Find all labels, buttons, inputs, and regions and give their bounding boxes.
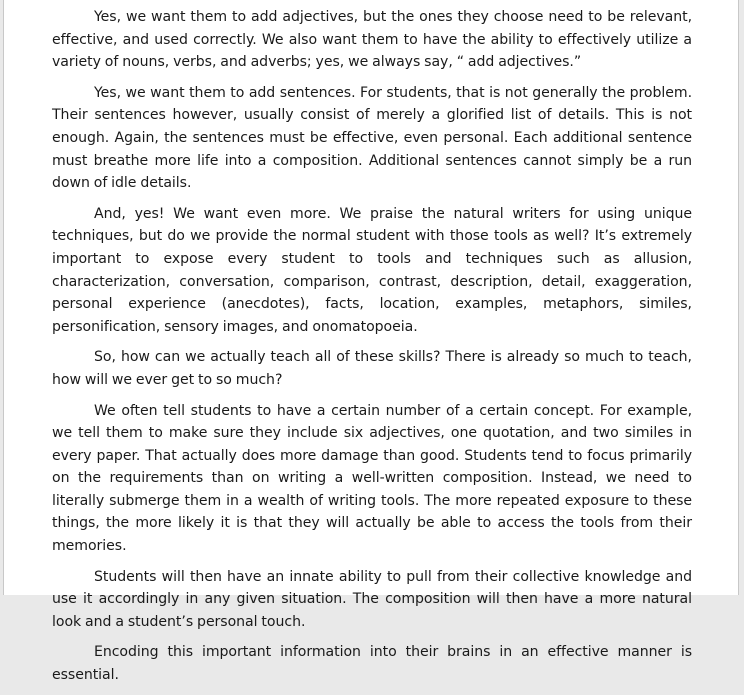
paragraph-innate-ability: Students will then have an innate ability to pull from their collective knowledge and use it accordingly in any given situation. The composition will then have a more natural look and a student’s personal touch. xyxy=(52,568,692,630)
paragraph-sentences: Yes, we want them to add sentences. For students, that is not generally the problem. Their sentences however, usually consist of merely a glorified list of details. This is not enough. Again, the sentences must be effective, even personal. Each additional sentence must breathe more life into a composition. Additional sentences cannot simply be a run down of idle details. xyxy=(52,84,692,192)
document-body xyxy=(52,6,692,695)
paragraph-techniques: And, yes! We want even more. We praise the natural writers for using unique techniques, but do we provide the normal student with those tools as well? It’s extremely important to expose every student to tools and techniques such as allusion, characterization, conversation, comparison, contrast, description, detail, exaggeration, personal experience (anecdotes), facts, location, examples, metaphors, similes, personification, sensory images, and onomatopoeia. xyxy=(52,205,692,335)
paragraph-encoding: Encoding this important information into their brains in an effective manner is essential. xyxy=(52,644,692,684)
paragraph-requirements: We often tell students to have a certain number of a certain concept. For example, we tell them to make sure they include six adjectives, one quotation, and two similes in every paper. That actually does more damage than good. Students tend to focus primarily on the requirements than on writing a well-written composition. Instead, we need to literally submerge them in a wealth of writing tools. The more repeated exposure to these things, the more likely it is that they will actually be able to access the tools from their memories. xyxy=(52,402,692,555)
document-page xyxy=(3,0,739,684)
paragraph-question: So, how can we actually teach all of these skills? There is already so much to teach, how will we ever get to so much? xyxy=(52,349,692,388)
paragraph-adjectives: Yes, we want them to add adjectives, but the ones they choose need to be relevant, effective, and used correctly. We also want them to have the ability to effectively utilize a variety of nouns, verbs, and adverbs; yes, we always say, “ add adjectives.” xyxy=(52,9,692,71)
